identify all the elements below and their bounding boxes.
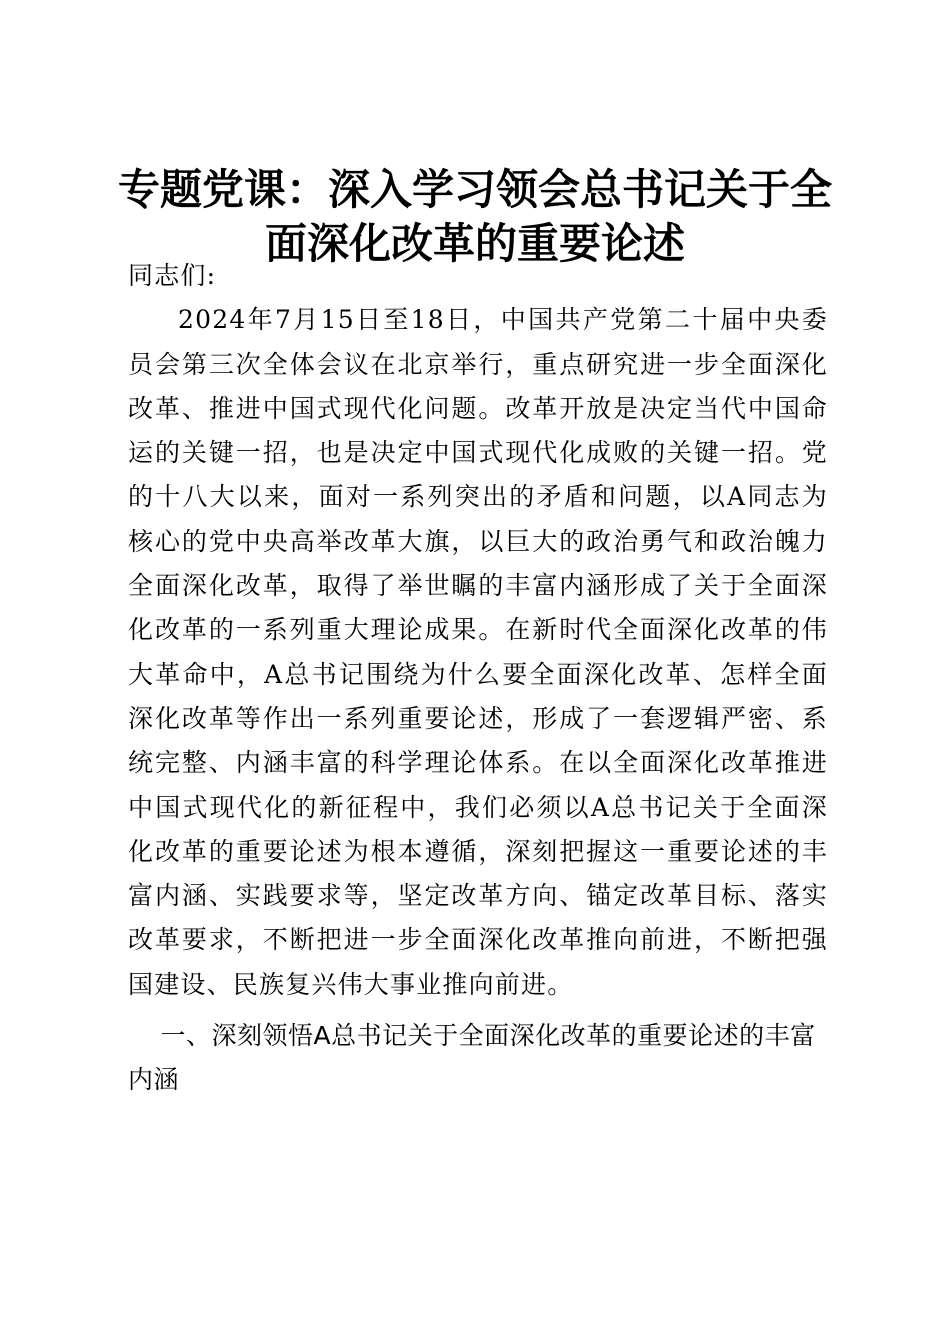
document-body <box>128 254 828 1103</box>
body-paragraph: 2024年7月15日至18日，中国共产党第二十届中央委员会第三次全体会议在北京举行，重点研究进一步全面深化改革、推进中国式现代化问题。改革开放是决定当代中国命运的关键一招，也是决定中国式现代化成败的关键一招。党的十八大以来，面对一系列突出的矛盾和问题，以A同志为核心的党中央高举改革大旗，以巨大的政治勇气和政治魄力全面深化改革，取得了举世瞩的丰富内涵形成了关于全面深化改革的一系列重大理论成果。在新时代全面深化改革的伟大革命中，A总书记围绕为什么要全面深化改革、怎样全面深化改革等作出一系列重要论述，形成了一套逻辑严密、系统完整、内涵丰富的科学理论体系。在以全面深化改革推进中国式现代化的新征程中，我们必须以A总书记关于全面深化改革的重要论述为根本遵循，深刻把握这一重要论述的丰富内涵、实践要求等，坚定改革方向、锚定改革目标、落实改革要求，不断把进一步全面深化改革推向前进，不断把强国建设、民族复兴伟大事业推向前进。 <box>128 305 828 999</box>
greeting: 同志们: <box>128 261 217 290</box>
document-title: 专题党课：深入学习领会总书记关于全面深化改革的重要论述 <box>117 165 832 268</box>
section-heading: 一、深刻领悟A总书记关于全面深化改革的重要论述的丰富内涵 <box>128 1021 816 1095</box>
